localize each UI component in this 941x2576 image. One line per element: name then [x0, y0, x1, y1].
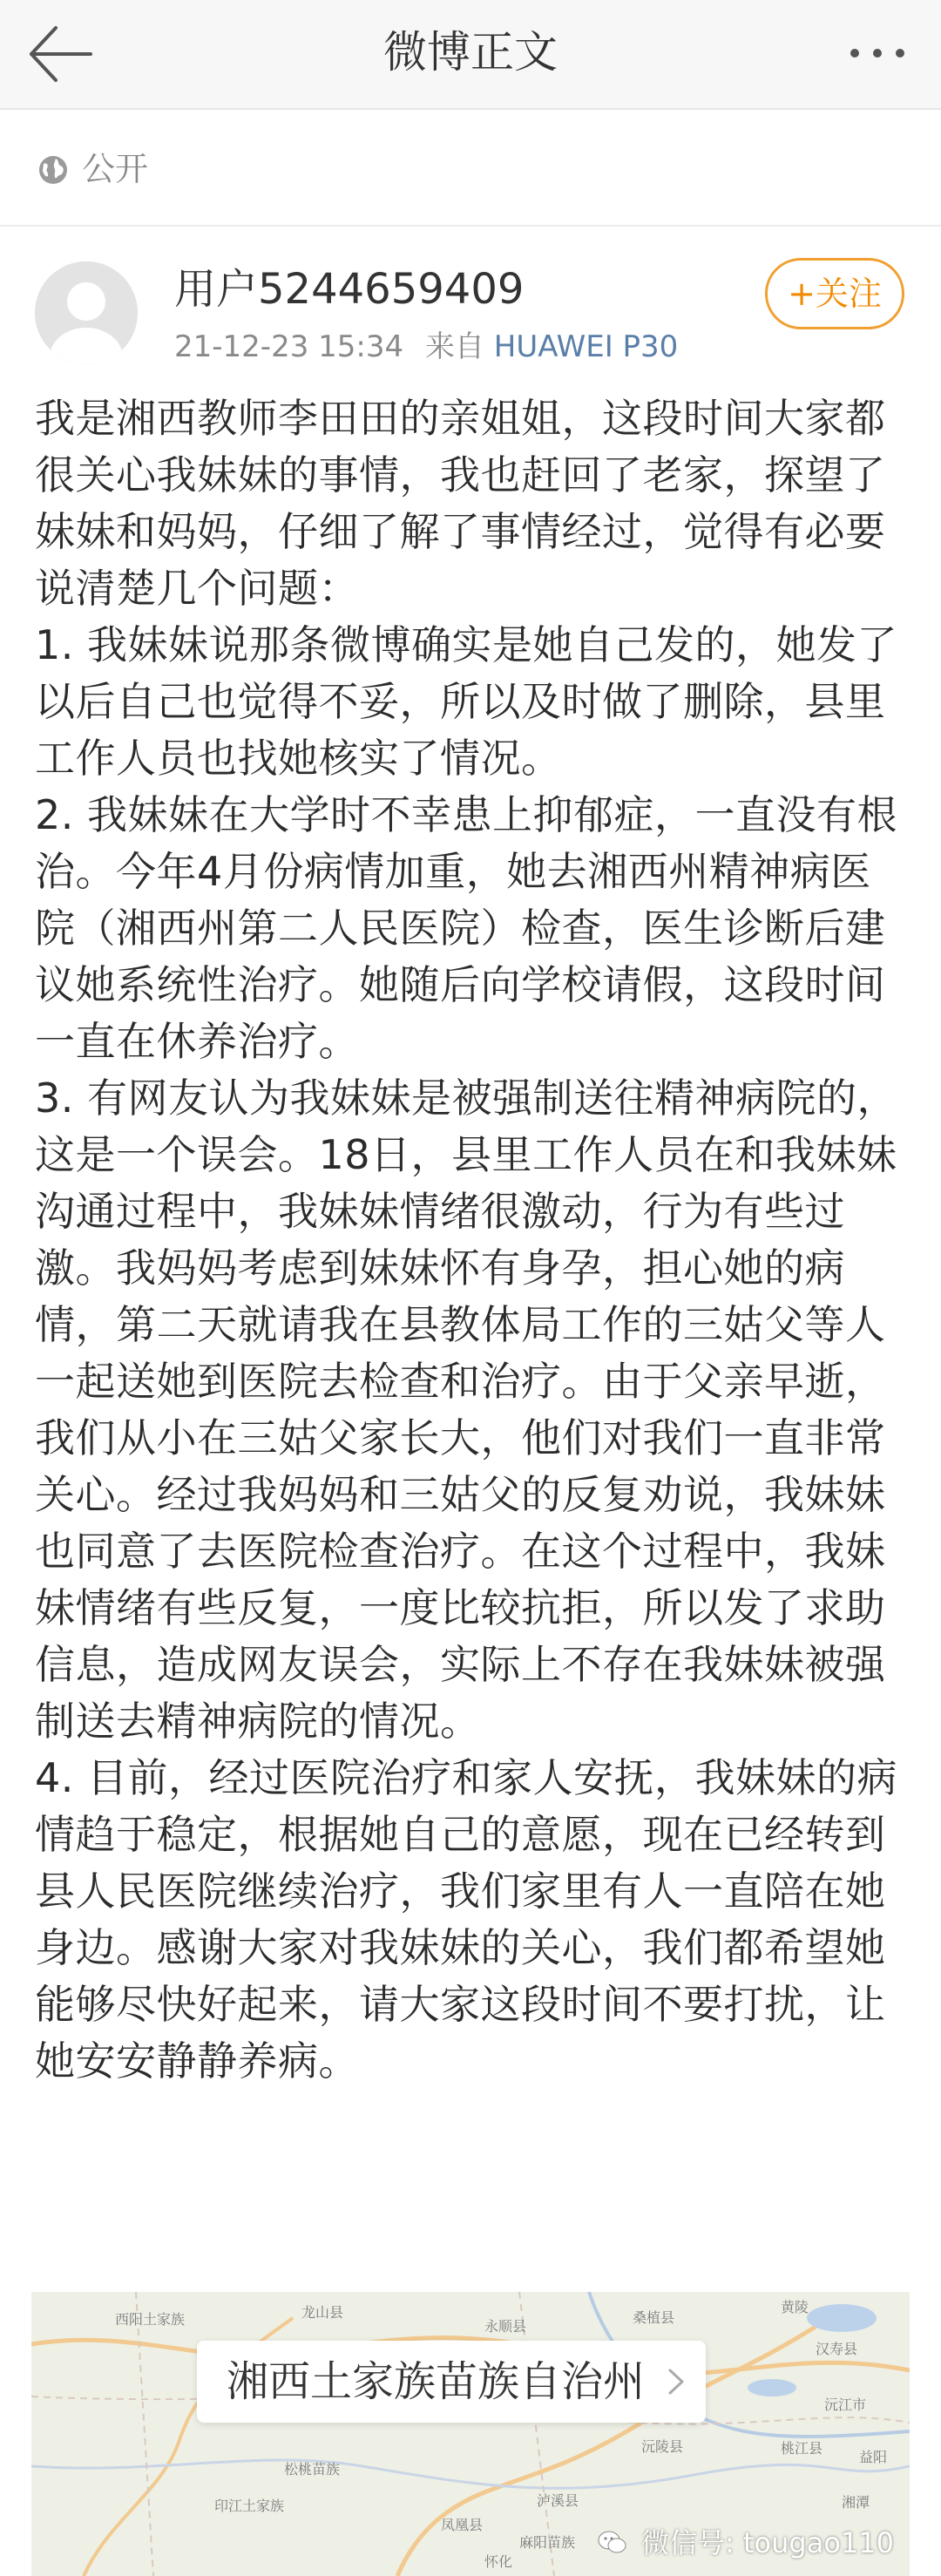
default-avatar-icon	[35, 261, 138, 364]
location-map-card[interactable]	[31, 2292, 910, 2576]
map-place: 永顺县	[484, 2318, 527, 2335]
map-place: 凤凰县	[441, 2517, 484, 2533]
chevron-right-icon	[666, 2367, 687, 2396]
map-place: 龙山县	[301, 2304, 344, 2321]
map-place: 汉寿县	[816, 2341, 858, 2357]
avatar[interactable]	[35, 261, 138, 364]
more-dots-icon[interactable]	[845, 26, 911, 78]
map-place: 黄陵	[781, 2299, 809, 2315]
location-name: 湘西土家族苗族自治州	[227, 2357, 646, 2406]
source-prefix: 来自	[424, 329, 484, 364]
follow-button[interactable]: +关注	[765, 258, 904, 329]
watermark-text: 微信号: tougao110	[641, 2526, 894, 2559]
map-place: 沅江市	[824, 2396, 867, 2413]
more-dot	[896, 49, 904, 58]
map-place: 沅陵县	[641, 2438, 684, 2455]
map-place: 麻阳苗族	[519, 2534, 576, 2551]
map-place: 桑植县	[633, 2309, 675, 2326]
top-nav-bar	[0, 0, 941, 110]
visibility-bar	[0, 110, 941, 227]
map-place: 湘潭	[842, 2494, 870, 2511]
map-place: 西阳土家族	[115, 2311, 186, 2328]
post-timestamp: 21-12-23 15:34	[174, 329, 404, 364]
page-title: 微博正文	[383, 27, 558, 78]
watermark	[598, 2525, 894, 2560]
map-place: 怀化	[484, 2553, 513, 2570]
more-dot	[850, 49, 859, 58]
visibility-label: 公开	[82, 150, 149, 188]
source-device[interactable]: HUAWEI P30	[493, 329, 679, 364]
post-meta	[174, 328, 678, 366]
wechat-icon	[598, 2530, 627, 2556]
map-place: 松桃苗族	[284, 2461, 341, 2478]
map-place: 印江土家族	[214, 2498, 285, 2514]
globe-icon	[37, 153, 70, 186]
more-dot	[873, 49, 882, 58]
author-username[interactable]: 用户5244659409	[174, 265, 525, 314]
map-place: 桃江县	[781, 2440, 823, 2457]
location-label[interactable]	[197, 2341, 706, 2423]
map-place: 泸溪县	[537, 2492, 579, 2509]
post-text: 我是湘西教师李田田的亲姐姐，这段时间大家都很关心我妹妹的事情，我也赶回了老家，探望了妹妹和妈妈，仔细了解了事情经过，觉得有必要说清楚几个问题： 1. 我妹妹说那条微博确实是她自己发的，她发了以后自己也觉得不妥，所以及时做了删除，县里工作人员也找她核实了情况。 2. 我妹妹在大学时不幸患上抑郁症，一直没有根治。今年4月份病情加重，她去湘西州精神病医院（湘西州第二人民医院）检查，医生诊断后建议她系统性治疗。她随后向学校请假，这段时间一直在休养治疗。 3. 有网友认为我妹妹是被强制送往精神病院的，这是一个误会。18日，县里工作人员在和我妹妹沟通过程中，我妹妹情绪很激动，行为有些过激。我妈妈考虑到妹妹怀有身孕，担心她的病情，第二天就请我在县教体局工作的三姑父等人一起送她到医院去检查和治疗。由于父亲早逝，我们从小在三姑父家长大，他们对我们一直非常关心。经过我妈妈和三姑父的反复劝说，我妹妹也同意了去医院检查治疗。在这个过程中，我妹妹情绪有些反复，一度比较抗拒，所以发了求助信息，造成网友误会，实际上不存在我妹妹被强制送去精神病院的情况。 4. 目前，经过医院治疗和家人安抚，我妹妹的病情趋于稳定，根据她自己的意愿，现在已经转到县人民医院继续治疗，我们家里有人一直陪在她身边。感谢大家对我妹妹的关心，我们都希望她能够尽快好起来，请大家这段时间不要打扰，让她安安静静养病。	[35, 395, 898, 2085]
map-place: 益阳	[859, 2449, 888, 2465]
